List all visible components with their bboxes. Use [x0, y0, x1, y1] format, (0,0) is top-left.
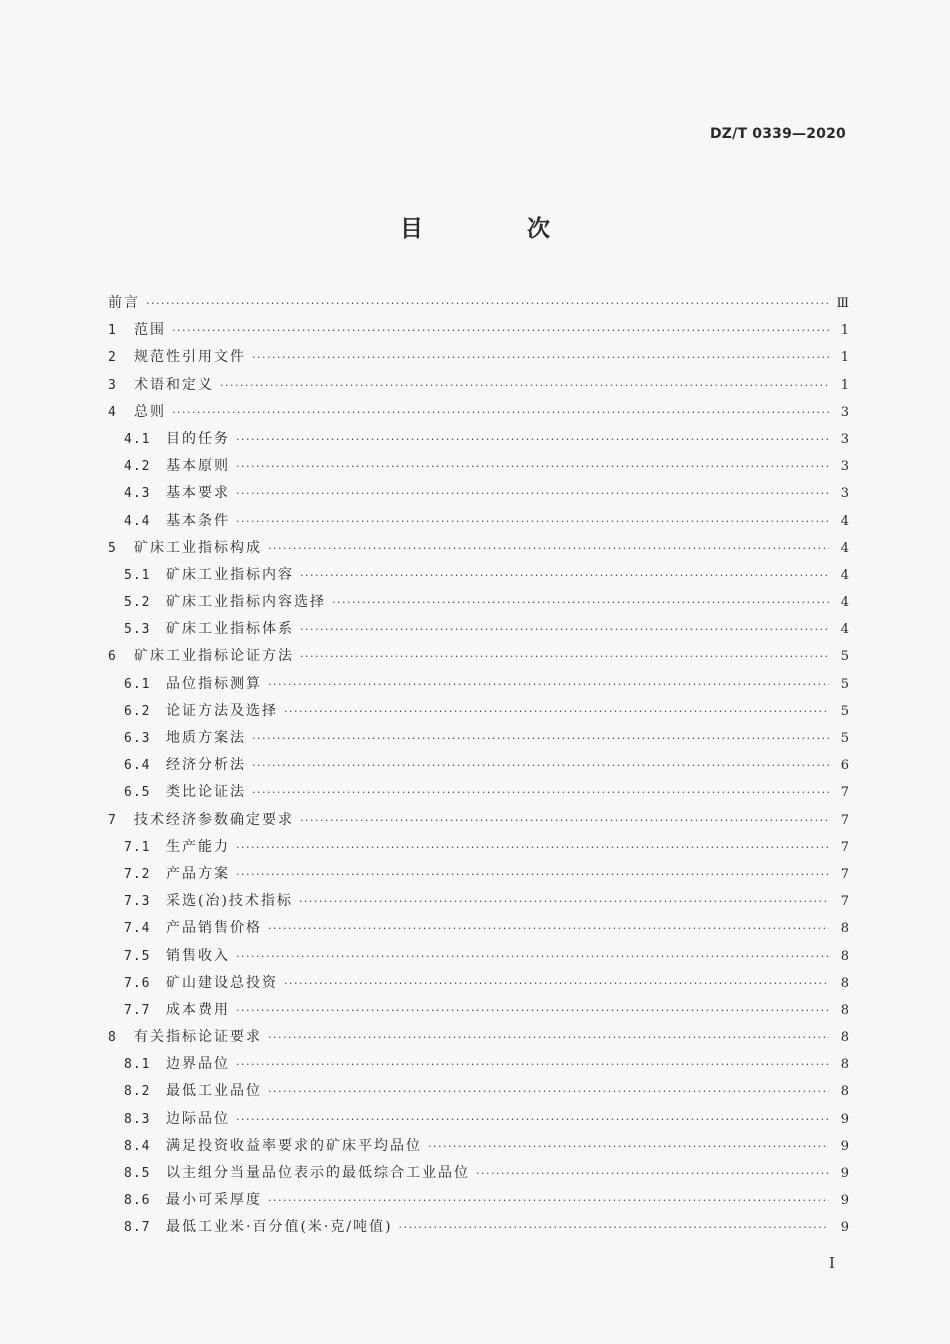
- toc-dot-leader: [220, 372, 829, 399]
- toc-dot-leader: [268, 1078, 829, 1105]
- toc-entry-title: 基本原则: [166, 458, 230, 475]
- toc-entry-number: 6: [108, 649, 117, 665]
- toc-entry[interactable]: [108, 1024, 849, 1051]
- toc-dot-leader: [268, 1024, 829, 1051]
- toc-entry-number: 5.1: [124, 567, 151, 583]
- toc-entry[interactable]: [108, 399, 849, 426]
- toc-entry-number: 8.5: [124, 1166, 151, 1181]
- toc-dot-leader: [300, 807, 829, 834]
- toc-entry-title: 生产能力: [166, 838, 230, 855]
- toc-entry-page: 1: [840, 350, 849, 366]
- toc-entry[interactable]: [108, 535, 849, 562]
- toc-entry-page: 3: [840, 459, 849, 475]
- toc-entry-title: 范围: [134, 322, 166, 339]
- toc-dot-leader: [236, 1051, 829, 1078]
- toc-dot-leader: [300, 643, 829, 670]
- toc-entry-number: 2: [108, 350, 117, 366]
- toc-dot-leader: [236, 997, 829, 1024]
- toc-dot-leader: [252, 344, 829, 371]
- page-title: 目 次: [399, 216, 598, 242]
- toc-entry-page: 8: [840, 1030, 849, 1046]
- toc-entry[interactable]: [108, 807, 849, 834]
- toc-entry-number: 4.3: [124, 486, 151, 502]
- toc-entry-page: 7: [840, 866, 849, 882]
- toc-entry-number: 7.1: [124, 839, 151, 855]
- toc-entry-title: 矿床工业指标内容选择: [166, 594, 326, 611]
- toc-entry-number: 7: [108, 812, 117, 828]
- toc-entry-number: 7.7: [124, 1002, 151, 1018]
- toc-dot-leader: [428, 1133, 829, 1160]
- toc-dot-leader: [236, 861, 829, 888]
- toc-dot-leader: [284, 698, 829, 725]
- toc-entry-page: 5: [840, 703, 849, 719]
- toc-entry[interactable]: [108, 752, 849, 779]
- toc-entry[interactable]: [108, 1133, 849, 1160]
- toc-dot-leader: [172, 317, 829, 344]
- toc-dot-leader: [236, 453, 829, 480]
- toc-entry-page: 4: [840, 622, 849, 638]
- toc-entry-title: 矿床工业指标体系: [166, 621, 294, 638]
- toc-entry-page: 7: [840, 812, 849, 828]
- toc-entry-page: 6: [840, 758, 849, 774]
- toc-entry-number: 5.2: [124, 595, 151, 611]
- toc-entry-title: 论证方法及选择: [166, 702, 278, 719]
- toc-dot-leader: [284, 970, 829, 997]
- toc-dot-leader: [236, 480, 829, 507]
- toc-entry-title: 品位指标测算: [166, 675, 262, 692]
- toc-entry-title: 目的任务: [166, 430, 230, 447]
- toc-dot-leader: [300, 616, 829, 643]
- toc-entry-title: 规范性引用文件: [134, 349, 246, 366]
- toc-entry-number: 4.2: [124, 459, 151, 475]
- toc-entry-title: 最小可采厚度: [166, 1192, 262, 1209]
- toc-entry-title: 满足投资收益率要求的矿床平均品位: [166, 1137, 422, 1154]
- toc-dot-leader: [299, 888, 829, 915]
- toc-entry-title: 产品销售价格: [166, 920, 262, 937]
- toc-entry-title: 最低工业米·百分值(米·克/吨值): [166, 1219, 393, 1236]
- toc-entry[interactable]: [108, 698, 849, 725]
- toc-entry-page: 1: [840, 377, 849, 393]
- toc-entry-number: 7.2: [124, 866, 151, 882]
- toc-entry-title: 矿床工业指标论证方法: [134, 648, 294, 665]
- toc-entry-title: 总则: [134, 403, 166, 420]
- toc-dot-leader: [236, 426, 829, 453]
- toc-entry-page: 9: [840, 1166, 849, 1181]
- toc-entry-title: 术语和定义: [134, 376, 214, 393]
- toc-entry[interactable]: [108, 480, 849, 507]
- toc-entry-number: 3: [108, 377, 117, 393]
- toc-dot-leader: [172, 399, 829, 426]
- toc-dot-leader: [300, 562, 829, 589]
- toc-dot-leader: [236, 834, 829, 861]
- toc-dot-leader: [252, 725, 829, 752]
- toc-entry-number: 6.1: [124, 676, 151, 692]
- toc-entry-page: 3: [840, 431, 849, 447]
- toc-entry[interactable]: [108, 344, 849, 371]
- toc-entry-title: 基本要求: [166, 485, 230, 502]
- toc-entry-number: 6.2: [124, 703, 151, 719]
- toc-entry-page: 9: [840, 1111, 849, 1127]
- toc-entry[interactable]: [108, 616, 849, 643]
- toc-entry-number: 6.5: [124, 785, 151, 801]
- toc-entry-page: 5: [840, 731, 849, 746]
- toc-dot-leader: [332, 589, 829, 616]
- toc-entry-page: 4: [840, 567, 849, 583]
- toc-entry[interactable]: [108, 915, 849, 942]
- toc-entry-title: 采选(冶)技术指标: [166, 893, 293, 910]
- toc-entry[interactable]: [108, 888, 849, 915]
- toc-entry-title: 矿床工业指标内容: [166, 566, 294, 583]
- toc-entry-title: 边际品位: [166, 1110, 230, 1127]
- toc-entry-number: 7.6: [124, 975, 151, 991]
- toc-entry[interactable]: [108, 643, 849, 670]
- toc-entry[interactable]: [108, 453, 849, 480]
- toc-entry-page: 4: [840, 595, 849, 611]
- toc-entry[interactable]: [108, 1051, 849, 1078]
- toc-entry-number: 7.3: [124, 894, 151, 910]
- toc-entry-number: 8.1: [124, 1057, 151, 1073]
- toc-entry[interactable]: [108, 671, 849, 698]
- toc-entry-title: 有关指标论证要求: [134, 1029, 262, 1046]
- toc-entry-page: 7: [840, 894, 849, 910]
- toc-entry-number: 8.3: [124, 1111, 151, 1127]
- toc-dot-leader: [268, 1187, 829, 1214]
- toc-entry-number: 4: [108, 404, 117, 420]
- toc-entry-page: 4: [840, 540, 849, 556]
- toc-entry-number: 5: [108, 540, 117, 556]
- page-number: I: [829, 1254, 835, 1272]
- toc-entry[interactable]: [108, 970, 849, 997]
- toc-entry[interactable]: [108, 834, 849, 861]
- toc-entry[interactable]: [108, 861, 849, 888]
- toc-entry-title: 技术经济参数确定要求: [134, 811, 294, 828]
- toc-entry-number: 8.2: [124, 1084, 151, 1100]
- standard-code: DZ/T 0339—2020: [709, 126, 846, 142]
- toc-entry-number: 8.4: [124, 1138, 151, 1154]
- toc-entry[interactable]: [108, 997, 849, 1024]
- toc-dot-leader: [476, 1160, 829, 1187]
- toc-entry-number: 4.4: [124, 513, 151, 529]
- toc-dot-leader: [252, 752, 829, 779]
- toc-entry-page: 1: [840, 323, 849, 339]
- toc-dot-leader: [399, 1214, 829, 1241]
- toc-entry-title: 地质方案法: [166, 730, 246, 746]
- toc-entry-page: 8: [840, 1084, 849, 1100]
- toc-entry[interactable]: [108, 589, 849, 616]
- toc-entry-page: 5: [840, 649, 849, 665]
- toc-dot-leader: [236, 943, 829, 970]
- toc-entry-number: 5.3: [124, 622, 151, 638]
- toc-entry-title: 销售收入: [166, 947, 230, 964]
- toc-entry-page: Ⅲ: [836, 296, 849, 311]
- toc-entry-page: 9: [840, 1138, 849, 1154]
- toc-entry[interactable]: [108, 508, 849, 535]
- toc-entry-page: 3: [840, 404, 849, 420]
- toc-entry-page: 8: [840, 1002, 849, 1018]
- toc-dot-leader: [268, 915, 829, 942]
- toc-entry[interactable]: [108, 725, 849, 752]
- toc-entry-title: 以主组分当量品位表示的最低综合工业品位: [166, 1165, 470, 1181]
- toc-entry-number: 6.3: [124, 731, 151, 746]
- toc-dot-leader: [268, 671, 829, 698]
- toc-entry[interactable]: [108, 1106, 849, 1133]
- toc-entry-title: 产品方案: [166, 865, 230, 882]
- toc-entry[interactable]: [108, 426, 849, 453]
- toc-entry-number: 8.7: [124, 1220, 151, 1236]
- toc-entry[interactable]: [108, 1160, 849, 1187]
- toc-entry-number: 8.6: [124, 1193, 151, 1209]
- toc-entry-title: 经济分析法: [166, 757, 246, 774]
- toc-entry-page: 9: [840, 1220, 849, 1236]
- toc-entry-page: 5: [840, 676, 849, 692]
- toc-entry-number: 1: [108, 323, 117, 339]
- toc-entry[interactable]: [108, 1078, 849, 1105]
- toc-entry-title: 边界品位: [166, 1056, 230, 1073]
- toc-entry-number: 7.5: [124, 948, 151, 964]
- toc-entry-title: 成本费用: [166, 1001, 230, 1018]
- toc-entry[interactable]: [108, 1187, 849, 1214]
- toc-entry[interactable]: [108, 290, 849, 317]
- toc-entry-title: 前言: [108, 295, 140, 311]
- toc-entry[interactable]: [108, 1214, 849, 1241]
- toc-entry-page: 8: [840, 975, 849, 991]
- toc-dot-leader: [146, 290, 829, 317]
- toc-dot-leader: [268, 535, 829, 562]
- toc-entry-page: 3: [840, 486, 849, 502]
- toc-entry-number: 7.4: [124, 921, 151, 937]
- toc-entry[interactable]: [108, 317, 849, 344]
- toc-dot-leader: [236, 508, 829, 535]
- toc-entry-page: 7: [840, 839, 849, 855]
- toc-entry-page: 9: [840, 1193, 849, 1209]
- toc-entry-page: 8: [840, 921, 849, 937]
- table-of-contents: [108, 290, 849, 1242]
- toc-entry[interactable]: [108, 779, 849, 806]
- toc-entry-page: 8: [840, 1057, 849, 1073]
- toc-entry-page: 4: [840, 513, 849, 529]
- toc-entry-number: 4.1: [124, 431, 151, 447]
- toc-entry-number: 8: [108, 1030, 117, 1046]
- toc-entry-title: 基本条件: [166, 512, 230, 529]
- toc-entry[interactable]: [108, 372, 849, 399]
- toc-dot-leader: [236, 1106, 829, 1133]
- toc-entry-number: 6.4: [124, 758, 151, 774]
- toc-entry-title: 最低工业品位: [166, 1083, 262, 1100]
- toc-entry[interactable]: [108, 943, 849, 970]
- toc-entry[interactable]: [108, 562, 849, 589]
- toc-entry-page: 7: [840, 785, 849, 801]
- toc-entry-title: 矿山建设总投资: [166, 974, 278, 991]
- toc-entry-page: 8: [840, 948, 849, 964]
- toc-entry-title: 类比论证法: [166, 784, 246, 801]
- toc-entry-title: 矿床工业指标构成: [134, 539, 262, 556]
- toc-dot-leader: [252, 779, 829, 806]
